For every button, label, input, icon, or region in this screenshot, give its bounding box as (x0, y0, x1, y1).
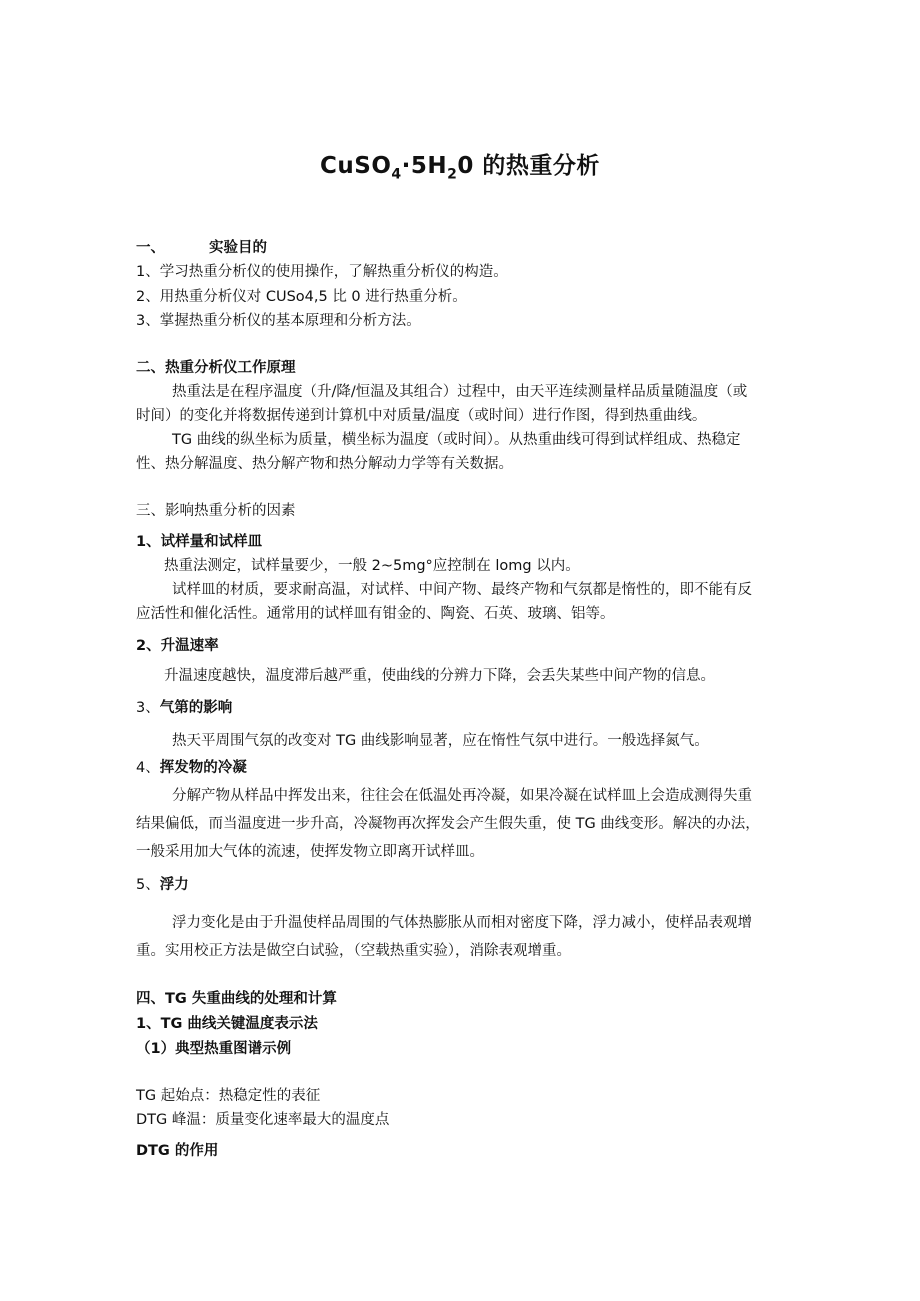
list-item: 1、学习热重分析仪的使用操作，了解热重分析仪的构造。 (136, 264, 508, 280)
dtg-heading: DTG 的作用 (136, 1143, 219, 1159)
section-3-heading: 三、影响热重分析的因素 (136, 503, 296, 519)
paragraph-line: 热重法测定，试样量要少，一般 2~5mg°应控制在 lomg 以内。 (164, 558, 580, 574)
subsection-heading: （1）典型热重图谱示例 (136, 1041, 292, 1057)
paragraph-line: 升温速度越快，温度滞后越严重，使曲线的分辨力下降，会丢失某些中间产物的信息。 (164, 668, 715, 684)
factor-3-number: 3、 (136, 700, 160, 716)
title-formula-part: 0 的热重分析 (457, 153, 600, 179)
factor-4-heading (136, 758, 247, 778)
factor-3-heading (136, 698, 232, 718)
factor-1-heading: 1、试样量和试样皿 (136, 534, 263, 550)
paragraph-line: 重。实用校正方法是做空白试验，（空载热重实验），消除表观增重。 (136, 943, 571, 959)
paragraph-line: 热天平周围气氛的改变对 TG 曲线影响显著，应在惰性气氛中进行。一般选择氮气。 (172, 733, 709, 749)
paragraph-line: TG 曲线的纵坐标为质量，横坐标为温度（或时间）。从热重曲线可得到试样组成、热稳定 (172, 432, 741, 448)
paragraph-line: 试样皿的材质，要求耐高温，对试样、中间产物、最终产物和气氛都是惰性的，即不能有反 (172, 582, 752, 598)
factor-5-number: 5、 (136, 877, 160, 893)
paragraph-line: 一般采用加大气体的流速，使挥发物立即离开试样皿。 (136, 844, 484, 860)
paragraph-line: 分解产物从样品中挥发出来，往往会在低温处再冷凝，如果冷凝在试样皿上会造成测得失重 (172, 788, 752, 804)
factor-5-title: 浮力 (159, 877, 189, 893)
title-subscript: 2 (447, 166, 458, 183)
paragraph-line: 性、热分解温度、热分解产物和热分解动力学等有关数据。 (136, 456, 513, 472)
page-title (0, 147, 920, 183)
section-1-heading (136, 238, 267, 258)
title-formula-part: CuSO (320, 153, 392, 179)
factor-5-heading (136, 875, 189, 895)
section-1-title: 实验目的 (209, 240, 267, 256)
title-formula-part: ·5H (401, 153, 448, 179)
paragraph-line: 结果偏低，而当温度进一步升高，冷凝物再次挥发会产生假失重，使 TG 曲线变形。解决的办法， (136, 816, 760, 832)
paragraph-line: 热重法是在程序温度（升/降/恒温及其组合）过程中，由天平连续测量样品质量随温度（或 (172, 384, 748, 400)
paragraph-line: 时间）的变化并将数据传递到计算机中对质量/温度（或时间）进行作图，得到热重曲线。 (136, 408, 707, 424)
paragraph-line: 浮力变化是由于升温使样品周围的气体热膨胀从而相对密度下降，浮力减小，使样品表观增 (172, 915, 752, 931)
title-subscript: 4 (391, 166, 402, 183)
definition-line: TG 起始点：热稳定性的表征 (136, 1088, 321, 1104)
section-1-number: 一、 (136, 240, 165, 256)
section-2-heading: 二、热重分析仪工作原理 (136, 360, 296, 376)
list-item: 2、用热重分析仪对 CUSo4,5 比 0 进行热重分析。 (136, 289, 467, 305)
definition-line: DTG 峰温：质量变化速率最大的温度点 (136, 1112, 390, 1128)
list-item: 3、掌握热重分析仪的基本原理和分析方法。 (136, 313, 421, 329)
subsection-heading: 1、TG 曲线关键温度表示法 (136, 1016, 318, 1032)
section-4-heading: 四、TG 失重曲线的处理和计算 (136, 991, 337, 1007)
factor-2-heading: 2、升温速率 (136, 638, 219, 654)
factor-3-title: 气第的影响 (159, 700, 233, 716)
paragraph-line: 应活性和催化活性。通常用的试样皿有钳金的、陶瓷、石英、玻璃、铝等。 (136, 606, 615, 622)
factor-4-number: 4、 (136, 760, 160, 776)
factor-4-title: 挥发物的冷凝 (159, 760, 247, 776)
